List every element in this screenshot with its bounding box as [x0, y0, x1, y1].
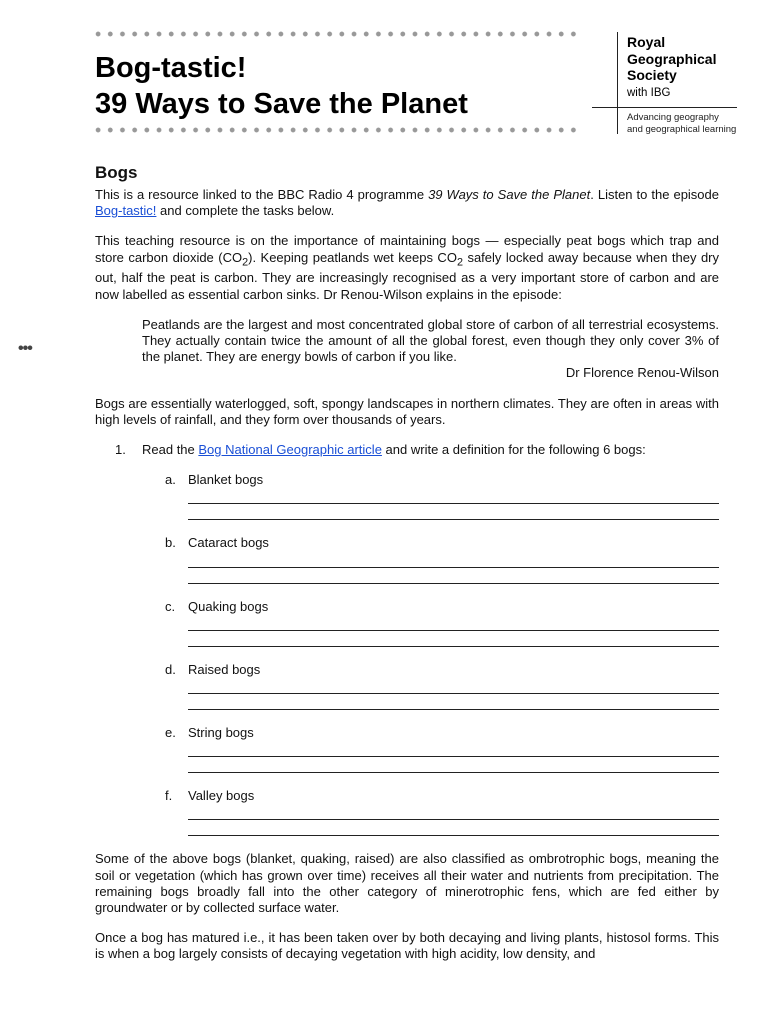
question-text — [142, 442, 646, 458]
bog-name: Blanket bogs — [188, 472, 264, 488]
carbon-paragraph — [95, 233, 719, 302]
intro-text-start: This is a resource linked to the BBC Radio 4 programme — [95, 187, 429, 202]
bog-item — [165, 725, 719, 773]
document-title — [95, 50, 468, 122]
bog-item — [165, 535, 719, 583]
question-number: 1. — [115, 442, 126, 458]
question-text-end: and write a definition for the following 6 bogs: — [381, 442, 646, 458]
answer-line-2[interactable] — [188, 631, 719, 647]
quote-attribution: Dr Florence Renou-Wilson — [565, 365, 719, 381]
bog-label-row — [165, 599, 719, 615]
more-options-icon[interactable]: ••• — [18, 340, 32, 357]
bog-item — [165, 788, 719, 836]
bog-letter: b. — [165, 535, 176, 551]
bog-label-row — [165, 472, 719, 488]
logo-tagline — [627, 112, 747, 136]
bog-letter: e. — [165, 725, 176, 741]
co2-subscript-2: 2 — [456, 256, 463, 269]
quote-text: Peatlands are the largest and most concentrated global store of carbon of all terrestrial ecosystems. They actually contain twice the amount of all the global forest, even though they only cover 3% of the planet. They are energy bowls of carbon if you like. — [142, 316, 719, 365]
bog-name: Raised bogs — [188, 661, 261, 677]
answer-line-1[interactable] — [188, 741, 719, 757]
bog-name: Quaking bogs — [188, 598, 269, 614]
intro-text-end: and complete the tasks below. — [156, 203, 335, 219]
logo-name-line-1: Royal — [627, 34, 666, 50]
section-heading: Bogs — [95, 163, 138, 182]
answer-line-2[interactable] — [188, 568, 719, 584]
answer-line-1[interactable] — [188, 615, 719, 631]
programme-title: 39 Ways to Save the Planet — [428, 187, 591, 202]
answer-line-2[interactable] — [188, 504, 719, 520]
bog-item — [165, 472, 719, 520]
intro-text-mid: . Listen to the episode — [590, 187, 720, 202]
intro-paragraph — [95, 187, 719, 219]
nat-geo-article-link[interactable]: Bog National Geographic article — [198, 442, 382, 458]
bog-name: Cataract bogs — [188, 535, 269, 551]
answer-line-1[interactable] — [188, 488, 719, 504]
title-line-2: 39 Ways to Save the Planet — [95, 88, 468, 120]
histosol-paragraph: Once a bog has matured i.e., it has been taken over by both decaying and living plants, histosol forms. This is when a bog largely consists of decaying vegetation with high acidity, low density, and — [95, 930, 719, 962]
co2-subscript-1: 2 — [242, 256, 249, 269]
bog-label-row — [165, 535, 719, 551]
carbon-text-a: This teaching resource is on the importance of maintaining bogs — especially peat bogs which trap and store carbon dioxide (CO — [95, 233, 719, 265]
answer-line-2[interactable] — [188, 694, 719, 710]
logo-vertical-rule — [617, 32, 618, 134]
logo-tagline-line-2: and geographical learning — [627, 124, 737, 135]
logo-name-line-2: Geographical — [627, 50, 717, 67]
bog-label-row — [165, 788, 719, 804]
answer-line-1[interactable] — [188, 552, 719, 568]
question-1 — [115, 442, 719, 458]
title-line-1: Bog-tastic! — [95, 52, 247, 84]
episode-link[interactable]: Bog-tastic! — [95, 203, 157, 219]
bog-answer-list — [95, 472, 719, 836]
logo-with-ibg: with IBG — [627, 87, 671, 99]
rgs-logo-name — [627, 34, 716, 84]
ombrotrophic-paragraph: Some of the above bogs (blanket, quaking, raised) are also classified as ombrotrophic bogs, meaning the soil or vegetation (which has grown over time) receives all their water and nutrients from precipitation. The remaining bogs broadly fall into the other category of minerotrophic fens, which are fed either by groundwater or by collected surface water. — [95, 851, 719, 916]
carbon-text-b: ). Keeping peatlands wet keeps CO — [248, 249, 457, 265]
bog-name: Valley bogs — [188, 788, 255, 804]
answer-line-2[interactable] — [188, 820, 719, 836]
bog-name: String bogs — [188, 725, 254, 741]
bog-item — [165, 599, 719, 647]
header-dotted-rule-top — [92, 30, 578, 38]
answer-line-1[interactable] — [188, 804, 719, 820]
bog-letter: d. — [165, 661, 176, 677]
expert-quote — [142, 317, 719, 382]
bog-item — [165, 662, 719, 710]
bog-letter: f. — [165, 788, 173, 804]
logo-horizontal-rule — [592, 107, 737, 108]
carbon-text-c: safely locked away because when they dry out, half the peat is carbon. They are increasingly recognised as a very important store of carbon and are now labelled as essential carbon sinks. Dr Renou-Wilson explains in the episode: — [95, 249, 720, 302]
bog-label-row — [165, 725, 719, 741]
bog-letter: a. — [165, 472, 176, 488]
document-body — [95, 162, 719, 977]
bog-label-row — [165, 662, 719, 678]
bog-letter: c. — [165, 598, 176, 614]
answer-line-2[interactable] — [188, 757, 719, 773]
question-text-start: Read the — [142, 442, 199, 458]
answer-line-1[interactable] — [188, 678, 719, 694]
bogs-definition-paragraph: Bogs are essentially waterlogged, soft, spongy landscapes in northern climates. They are often in areas with high levels of rainfall, and they form over thousands of years. — [95, 395, 719, 427]
logo-name-line-3: Society — [627, 67, 677, 83]
logo-tagline-line-1: Advancing geography — [627, 112, 719, 123]
header-dotted-rule-bottom — [92, 126, 578, 134]
